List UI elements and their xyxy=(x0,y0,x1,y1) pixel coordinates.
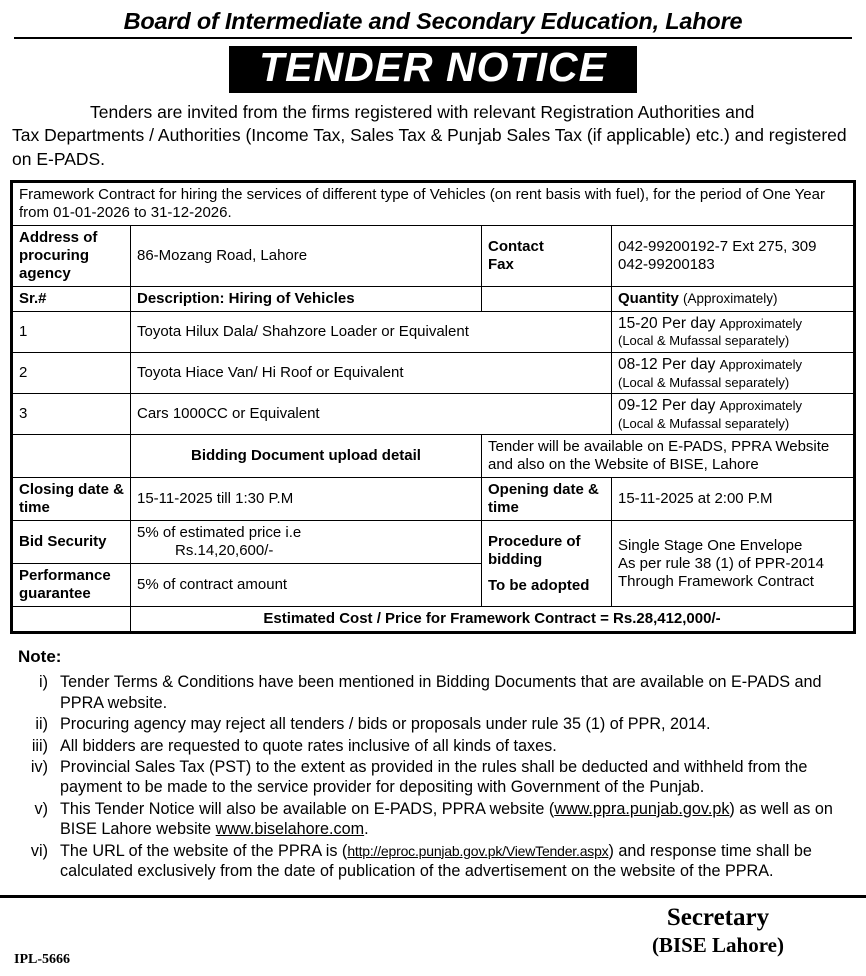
row-sr: 1 xyxy=(13,311,131,352)
row-quantity-note: (Local & Mufassal separately) xyxy=(617,415,790,431)
procedure-label-line-2: bidding xyxy=(487,550,543,568)
note-number: vi) xyxy=(30,841,48,860)
tender-banner-container xyxy=(0,46,866,93)
signature-block xyxy=(652,904,784,958)
contact-number: 042-99200192-7 Ext 275, 309 xyxy=(617,237,817,255)
row-quantity-main xyxy=(618,356,847,375)
row-description: Cars 1000CC or Equivalent xyxy=(131,394,612,435)
bid-security-row xyxy=(13,521,854,564)
description-header: Description: Hiring of Vehicles xyxy=(131,286,482,311)
estimated-cost-row xyxy=(13,607,854,632)
row-quantity-value: 15-20 Per day xyxy=(617,314,716,332)
opening-date-label: Opening date & time xyxy=(481,478,611,521)
procedure-of-bidding-label xyxy=(481,521,611,607)
note-number: ii) xyxy=(35,715,48,734)
procedure-label-line-1: Procedure of xyxy=(487,532,581,550)
note-item xyxy=(18,841,852,882)
note-text: Provincial Sales Tax (PST) to the extent as provided in the rules shall be deducted and withheld from the payment to be made to the service provider for depositing with Government of the Punjab. xyxy=(60,757,808,797)
row-sr: 2 xyxy=(13,352,131,393)
row-quantity xyxy=(611,311,853,352)
bidding-document-row xyxy=(13,435,854,478)
row-quantity xyxy=(611,394,853,435)
fax-label: Fax xyxy=(487,255,514,273)
availability-line-2: and also on the Website of BISE, Lahore xyxy=(487,456,759,474)
note-number: v) xyxy=(34,799,48,818)
address-value: 86-Mozang Road, Lahore xyxy=(131,225,482,286)
address-contact-row xyxy=(13,225,854,286)
tender-notice-banner: TENDER NOTICE xyxy=(229,46,637,93)
note-text-pre: This Tender Notice will also be available on E-PADS, PPRA website ( xyxy=(60,799,555,818)
note-text-mid: ) as well as on BISE Lahore website xyxy=(60,799,833,839)
note-item xyxy=(18,757,852,798)
performance-guarantee-label: Performance guarantee xyxy=(13,564,131,607)
fax-number: 042-99200183 xyxy=(617,255,715,273)
table-row xyxy=(13,352,854,393)
ipl-reference-number: IPL-5666 xyxy=(14,952,70,968)
row-quantity-main xyxy=(618,397,847,416)
row-quantity xyxy=(611,352,853,393)
table-column-header-row xyxy=(13,286,854,311)
contact-fax-value xyxy=(611,225,853,286)
row-quantity-approx: Approximately xyxy=(719,398,803,414)
estimated-cost-value: Estimated Cost / Price for Framework Contract = Rs.28,412,000/- xyxy=(131,607,854,632)
tender-details-table-container xyxy=(10,180,856,635)
bidding-doc-label: Bidding Document upload detail xyxy=(131,435,482,478)
note-item xyxy=(18,799,852,840)
note-number: iv) xyxy=(30,757,48,776)
framework-contract-row xyxy=(13,182,854,225)
framework-contract-text: Framework Contract for hiring the services of different type of Vehicles (on rent basis with fuel), for the period of One Year from 01-01-2026 to 31-12-2026. xyxy=(13,182,854,225)
note-text: Tender Terms & Conditions have been mentioned in Bidding Documents that are available on E-PADS and PPRA website. xyxy=(60,673,822,712)
opening-date-value: 15-11-2025 at 2:00 P.M xyxy=(611,478,853,521)
tender-details-table xyxy=(12,182,854,633)
note-text xyxy=(60,799,852,840)
intro-line-2: Tax Departments / Authorities (Income Tax, Sales Tax & Punjab Sales Tax (if applicable) etc.) xyxy=(12,125,730,146)
bid-security-value xyxy=(131,521,482,564)
signature-subtitle: (BISE Lahore) xyxy=(651,933,784,958)
notes-section xyxy=(18,647,852,881)
note-item xyxy=(18,672,852,713)
table-row xyxy=(13,394,854,435)
intro-line-1: Tenders are invited from the firms registered with relevant Registration Authorities and xyxy=(90,102,755,122)
procedure-value-line-2: As per rule 38 (1) of PPR-2014 xyxy=(617,554,824,572)
bidding-doc-availability xyxy=(481,435,853,478)
note-item xyxy=(18,736,852,756)
row-quantity-value: 09-12 Per day xyxy=(617,397,716,415)
bid-security-amount: Rs.14,20,600/- xyxy=(175,542,274,560)
contact-fax-label xyxy=(481,225,611,286)
bid-security-label: Bid Security xyxy=(13,521,131,564)
address-label: Address of procuring agency xyxy=(13,225,131,286)
bise-lahore-website-link[interactable]: www.biselahore.com xyxy=(215,820,365,839)
note-item xyxy=(18,714,852,734)
quantity-header-label: Quantity xyxy=(617,289,679,307)
procedure-value-line-3: Through Framework Contract xyxy=(617,572,814,590)
quantity-header xyxy=(611,286,853,311)
table-row xyxy=(13,311,854,352)
procedure-of-bidding-value xyxy=(611,521,853,607)
closing-opening-row xyxy=(13,478,854,521)
note-number: iii) xyxy=(31,736,48,755)
note-text: Procuring agency may reject all tenders / bids or proposals under rule 35 (1) of PPR, 2014. xyxy=(60,715,711,734)
bidding-doc-empty-cell xyxy=(13,435,131,478)
intro-line-3: and registered on E-PADS. xyxy=(12,125,847,169)
procedure-value-line-1: Single Stage One Envelope xyxy=(617,536,803,554)
note-text-pre: The URL of the website of the PPRA is ( xyxy=(60,841,348,860)
note-text-post: ) and response time shall be calculated exclusively from the date of publication of the advertisement on the website of the PPRA. xyxy=(60,841,812,881)
row-quantity-approx: Approximately xyxy=(719,356,803,372)
row-sr: 3 xyxy=(13,394,131,435)
ppra-website-link[interactable]: www.ppra.punjab.gov.pk xyxy=(554,799,730,818)
note-text: All bidders are requested to quote rates inclusive of all kinds of taxes. xyxy=(60,736,557,755)
closing-date-value: 15-11-2025 till 1:30 P.M xyxy=(131,478,482,521)
row-description: Toyota Hiace Van/ Hi Roof or Equivalent xyxy=(131,352,612,393)
procedure-label-line-3: To be adopted xyxy=(487,576,590,594)
quantity-header-sub: (Approximately) xyxy=(683,290,778,306)
intro-paragraph xyxy=(12,101,854,171)
empty-header-cell xyxy=(481,286,611,311)
row-description: Toyota Hilux Dala/ Shahzore Loader or Equivalent xyxy=(131,311,612,352)
note-text xyxy=(60,841,852,882)
row-quantity-value: 08-12 Per day xyxy=(617,355,716,373)
notes-title: Note: xyxy=(18,647,62,667)
availability-line-1: Tender will be available on E-PADS, PPRA Website xyxy=(487,438,830,456)
note-number: i) xyxy=(39,673,48,692)
row-quantity-note: (Local & Mufassal separately) xyxy=(617,374,790,390)
sr-header: Sr.# xyxy=(13,286,131,311)
footer xyxy=(0,898,866,976)
row-quantity-main xyxy=(618,315,847,334)
note-text-post: . xyxy=(364,820,369,839)
contact-label: Contact xyxy=(487,237,544,255)
row-quantity-note: (Local & Mufassal separately) xyxy=(617,333,790,349)
page-title: Board of Intermediate and Secondary Education, Lahore xyxy=(14,0,852,39)
closing-date-label: Closing date & time xyxy=(13,478,131,521)
row-quantity-approx: Approximately xyxy=(719,315,803,331)
bid-security-percent: 5% of estimated price i.e xyxy=(137,524,302,542)
signature-title: Secretary xyxy=(666,904,770,932)
performance-guarantee-value: 5% of contract amount xyxy=(131,564,482,607)
eproc-tender-url-link[interactable]: http://eproc.punjab.gov.pk/ViewTender.aspx xyxy=(347,842,609,859)
estimated-cost-empty-cell xyxy=(13,607,131,632)
